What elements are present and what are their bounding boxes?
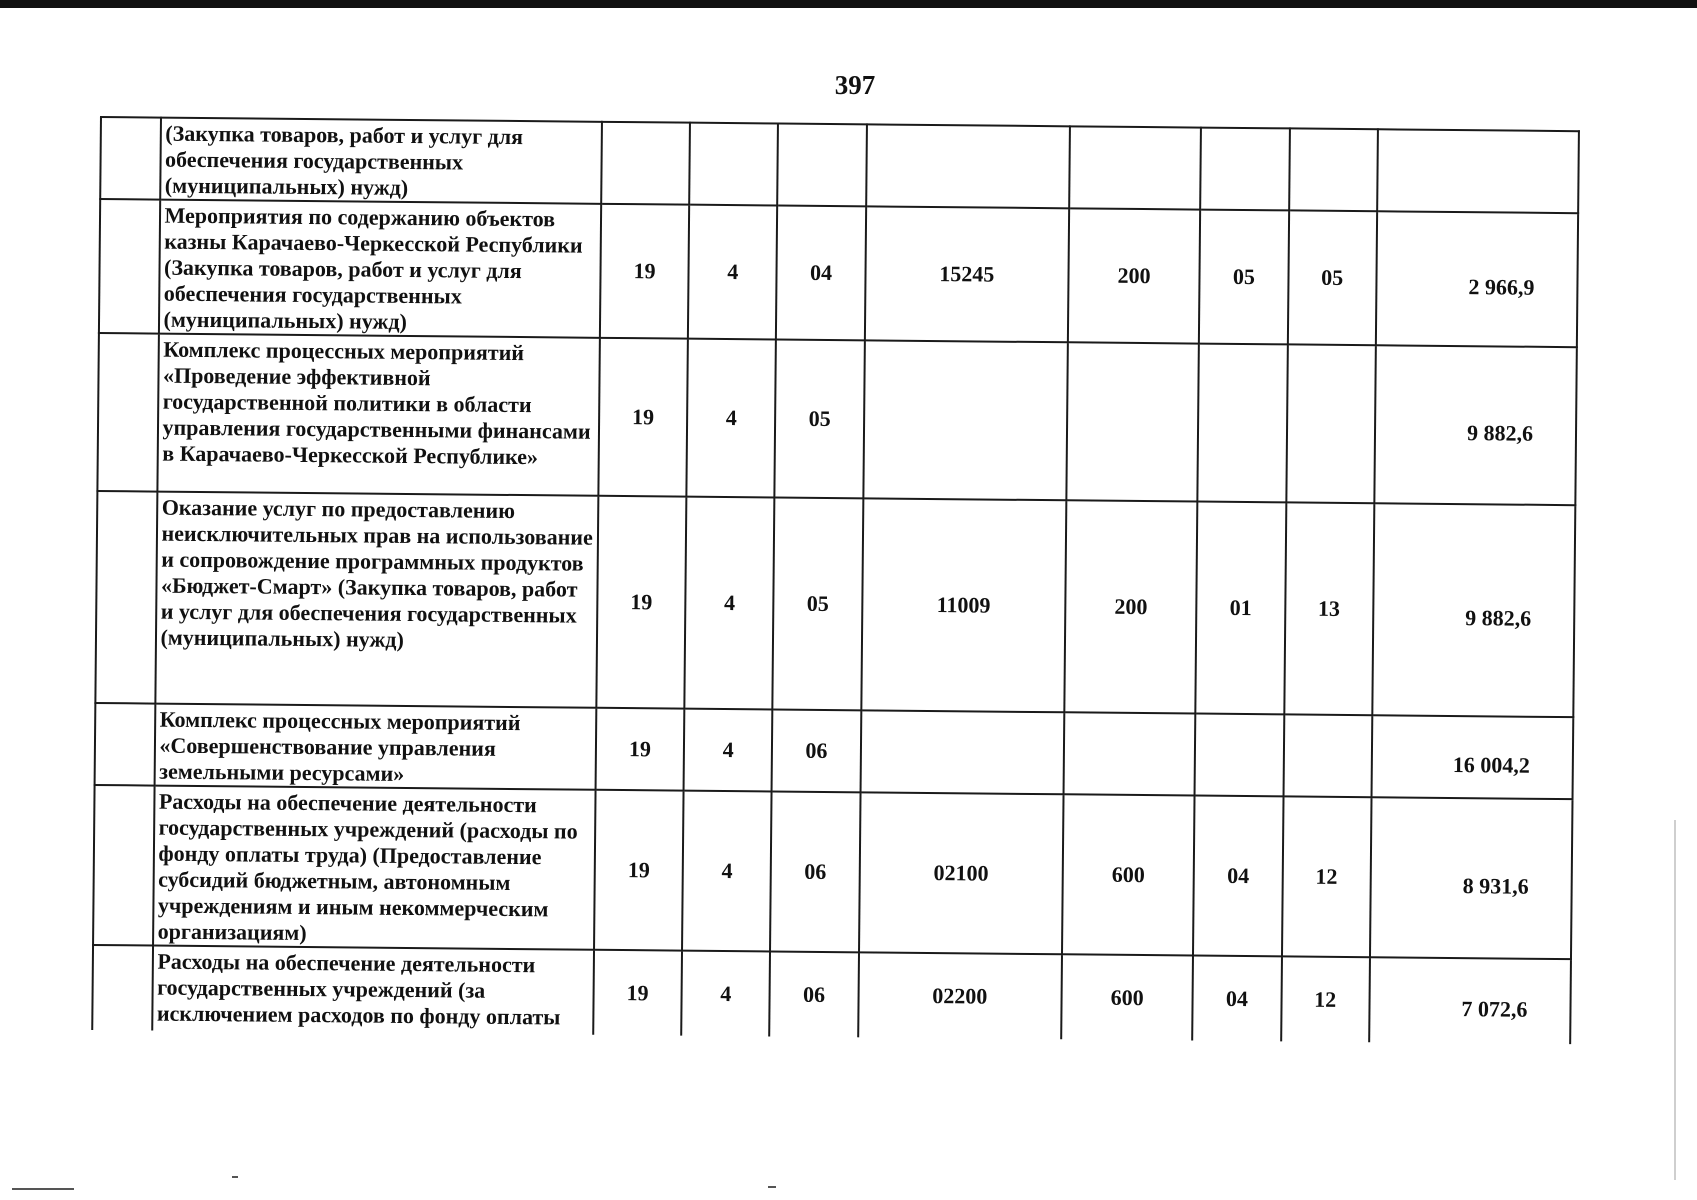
row-number-cell [99,199,160,334]
code-cell: 05 [773,497,863,710]
code-cell: 4 [688,205,778,340]
item-name-text: Расходы на обеспечение деятельности государственных учреждений (за исключением расходов по фонду оплаты [156,948,561,1030]
code-cell: 02200 [858,952,1062,1039]
code-cell: 19 [594,790,684,951]
code-cell: 600 [1062,794,1195,955]
item-name: Комплекс процессных мероприятий «Проведение эффективной государственной политики в области управления государственными финансами в Карачаево-Черкесской Республике» [157,334,600,496]
code-cell: 4 [684,709,773,792]
item-name: Оказание услуг по предоставлению неисключительных прав на использование и сопровождение программных продуктов «Бюджет-Смарт» (Закупка товаров, работ и услуг для обеспечения государственных (муниципальных) нужд) [155,492,598,708]
code-cell: 05 [1287,210,1377,345]
code-cell [1195,714,1284,797]
row-number-cell [95,491,157,704]
amount-cell: 9 882,6 [1372,503,1575,717]
code-cell: 02100 [859,792,1064,954]
amount-cell: 8 931,6 [1370,797,1573,959]
item-name [152,946,594,1035]
code-cell: 600 [1061,954,1193,1040]
code-cell: 11009 [861,498,1066,712]
code-cell [1069,126,1201,209]
code-cell: 13 [1284,502,1374,715]
row-number-cell [97,333,158,492]
code-cell: 19 [596,496,686,709]
row-number-cell [100,117,160,200]
table-row [95,703,1574,799]
amount-cell: 2 966,9 [1376,211,1578,347]
scan-artifact [232,1176,238,1178]
code-cell: 19 [595,708,684,791]
code-cell: 4 [686,339,776,498]
code-cell: 05 [775,340,865,499]
scan-artifact [768,1186,776,1188]
code-cell: 01 [1196,502,1286,715]
code-cell: 04 [1192,956,1281,1042]
amount-cell: 9 882,6 [1374,345,1577,505]
item-name: (Закупка товаров, работ и услуг для обеспечения государственных (муниципальных) нужд) [160,118,602,204]
code-cell [601,122,690,205]
table-row [95,491,1575,717]
table-row [92,945,1571,1044]
code-cell: 04 [1193,796,1283,957]
code-cell: 12 [1281,956,1370,1042]
code-cell [1283,714,1372,797]
code-cell [1289,128,1378,211]
table-row [100,117,1579,213]
item-name: Комплекс процессных мероприятий «Совершенствование управления земельными ресурсами» [154,704,596,790]
amount-cell: 7 072,6 [1369,957,1571,1044]
item-name: Расходы на обеспечение деятельности государственных учреждений (расходы по фонду оплаты труда) (Предоставление субсидий бюджетным, автономным учреждениям и иным некоммерческим организациям) [153,786,596,950]
code-cell: 4 [682,791,772,952]
code-cell [1066,342,1199,501]
budget-table [91,116,1580,1044]
code-cell: 19 [598,338,688,497]
page-number: 397 [834,70,876,100]
row-number-cell [93,785,154,946]
code-cell [689,123,778,206]
amount-cell: 16 004,2 [1371,715,1573,799]
row-number-cell [95,703,155,786]
code-cell [863,340,1068,500]
code-cell: 19 [600,204,690,339]
code-cell: 4 [684,497,774,710]
code-cell: 200 [1068,208,1201,343]
code-cell: 200 [1064,500,1197,713]
amount-cell [1377,129,1579,213]
row-number-cell [92,945,152,1031]
code-cell [860,710,1064,794]
table-row [93,785,1572,959]
table-row [99,199,1578,347]
code-cell: 05 [1199,210,1289,345]
code-cell [1200,128,1289,211]
code-cell [1063,712,1195,795]
code-cell: 04 [776,206,866,341]
code-cell [778,124,867,207]
table-row [97,333,1576,505]
code-cell: 15245 [865,206,1069,342]
code-cell: 4 [681,951,770,1037]
code-cell [1286,344,1376,503]
item-name: Мероприятия по содержанию объектов казны Карачаево-Черкесской Республики (Закупка товаров, работ и услуг для обеспечения государственных (муниципальных) нужд) [158,200,601,338]
code-cell [1198,344,1288,503]
scan-artifact [12,1188,74,1190]
scan-top-border [0,0,1697,8]
code-cell [866,124,1070,208]
code-cell: 06 [772,709,861,792]
code-cell: 19 [593,950,682,1036]
scan-artifact [1674,820,1676,1180]
code-cell: 06 [770,791,860,952]
code-cell: 06 [770,951,859,1037]
code-cell: 12 [1282,796,1372,957]
